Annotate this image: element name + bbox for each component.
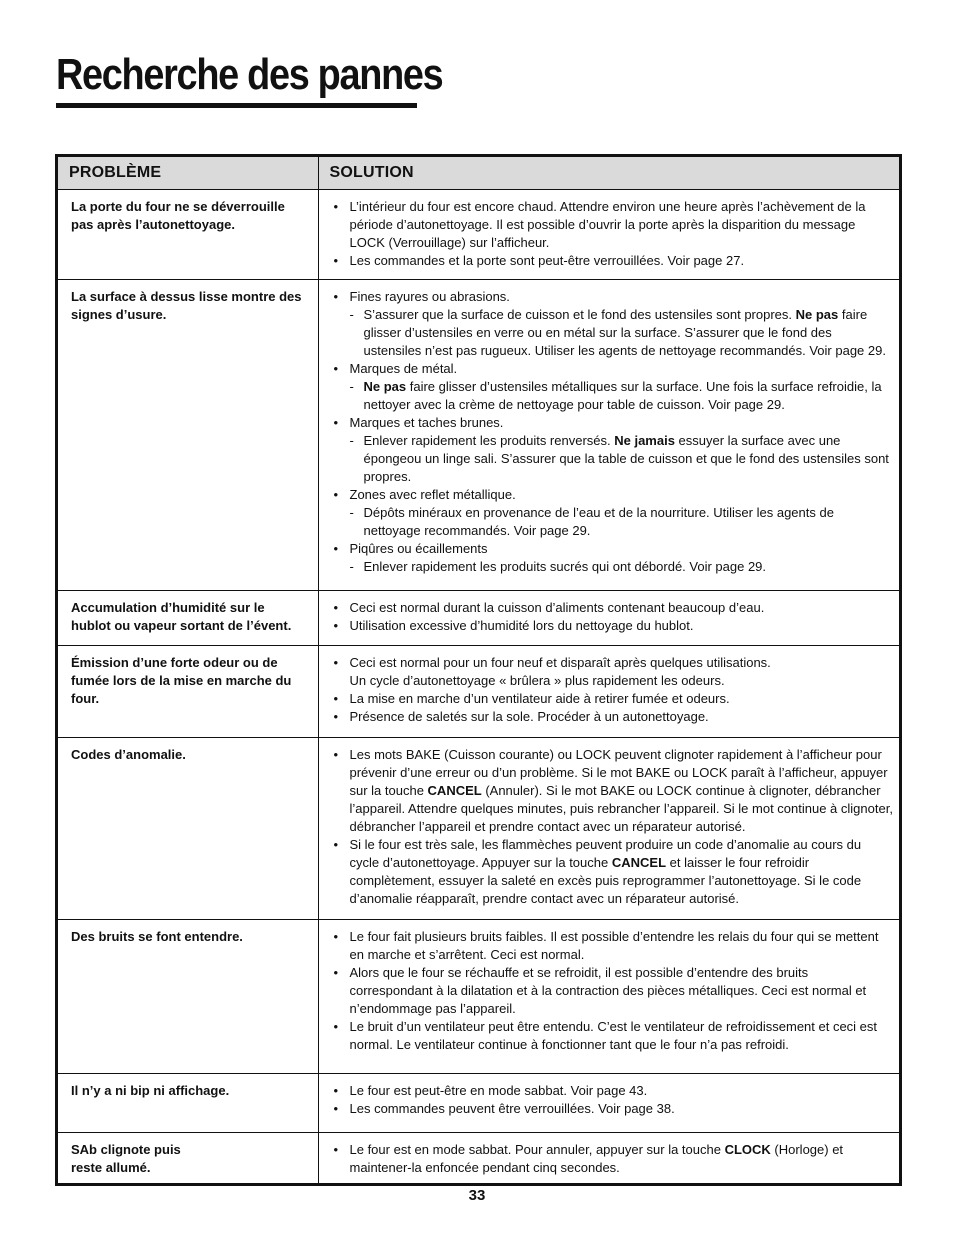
solution-text: Enlever rapidement les produits renversés. bbox=[363, 433, 615, 448]
solution-text: Le four est en mode sabbat. Pour annuler, appuyer sur la touche bbox=[349, 1142, 725, 1157]
solution-bullet bbox=[333, 964, 894, 1018]
solution-text: faire glisser d’ustensiles en verre ou en métal sur la surface. S’assurer que le fond des ustensiles n’est pas rugueux. Utiliser les agents de nettoyage recommandés. Voir page 29. bbox=[363, 307, 886, 358]
solution-text: Fines rayures ou abrasions. bbox=[349, 289, 510, 304]
table-row bbox=[58, 591, 899, 646]
solution-cell bbox=[318, 920, 899, 1074]
solution-text: essuyer la surface avec une épongeou un linge sali. S’assurer que la table de cuisson et que le fond des ustensiles sont propres. bbox=[363, 433, 889, 484]
table-row bbox=[58, 646, 899, 738]
solution-bullet bbox=[333, 1082, 894, 1100]
problem-cell bbox=[58, 738, 318, 920]
emphasis-text: Ne pas bbox=[795, 307, 839, 322]
solution-bullet bbox=[333, 746, 894, 836]
problem-cell bbox=[58, 280, 318, 591]
solution-bullet bbox=[333, 288, 894, 306]
solution-cell bbox=[318, 591, 899, 646]
solution-bullet bbox=[333, 360, 894, 378]
problem-cell bbox=[58, 920, 318, 1074]
solution-text: Ceci est normal durant la cuisson d’aliments contenant beaucoup d’eau. bbox=[349, 600, 765, 615]
problem-cell bbox=[58, 1074, 318, 1133]
troubleshooting-table-grid bbox=[58, 157, 899, 1183]
solution-bullet bbox=[333, 486, 894, 504]
title-underline bbox=[56, 103, 417, 108]
solution-bullet bbox=[333, 617, 894, 635]
solution-bullet bbox=[333, 708, 894, 726]
solution-bullet bbox=[333, 198, 894, 252]
problem-cell bbox=[58, 591, 318, 646]
solution-text: Marques de métal. bbox=[349, 361, 458, 376]
table-row bbox=[58, 738, 899, 920]
solution-bullet bbox=[333, 1018, 894, 1054]
solution-text: Les commandes et la porte sont peut-être verrouillées. Voir page 27. bbox=[349, 253, 745, 268]
solution-cell bbox=[318, 190, 899, 280]
solution-cell bbox=[318, 280, 899, 591]
solution-text: (Horloge) et maintener-la enfoncée pendant cinq secondes. bbox=[349, 1142, 844, 1175]
table-row bbox=[58, 920, 899, 1074]
problem-text: Des bruits se font entendre. bbox=[71, 929, 243, 944]
solution-cell bbox=[318, 646, 899, 738]
solution-text: (Annuler). Si le mot BAKE ou LOCK continue à clignoter, débrancher l’appareil. Attendre quelques minutes, puis rebrancher l’appareil. Si le mot continue à clignoter, débrancher l’appareil et prendre contact avec un réparateur autorisé. bbox=[349, 783, 893, 834]
emphasis-text: CANCEL bbox=[427, 783, 482, 798]
emphasis-text: Ne jamais bbox=[614, 433, 675, 448]
problem-text: Il n’y a ni bip ni affichage. bbox=[71, 1083, 230, 1098]
table-row bbox=[58, 280, 899, 591]
solution-continuation bbox=[333, 672, 894, 690]
solution-bullet bbox=[333, 252, 894, 270]
solution-bullet bbox=[333, 1100, 894, 1118]
solution-bullet bbox=[333, 654, 894, 672]
solution-text: Piqûres ou écaillements bbox=[349, 541, 488, 556]
solution-text: Les mots BAKE (Cuisson courante) ou LOCK peuvent clignoter rapidement à l’afficheur pour prévenir d’une erreur ou d’un problème. Si le mot BAKE ou LOCK paraît à l’afficheur, appuyer sur la touche bbox=[349, 747, 888, 798]
problem-cell bbox=[58, 1133, 318, 1183]
problem-text: La porte du four ne se déverrouille pas après l’autonettoyage. bbox=[71, 199, 285, 232]
solution-text: S’assurer que la surface de cuisson et le fond des ustensiles sont propres. bbox=[363, 307, 796, 322]
table-body bbox=[58, 190, 899, 1183]
solution-subitem bbox=[333, 306, 894, 360]
solution-text: et laisser le four refroidir complètement, essuyer la saleté en excès puis reprogrammer l’autonettoyage. Si le code d’anomalie réapparaît, prendre contact avec un réparateur autorisé. bbox=[349, 855, 862, 906]
problem-text: La surface à dessus lisse montre des signes d’usure. bbox=[71, 289, 302, 322]
table-header-row bbox=[58, 157, 899, 190]
solution-text: Présence de saletés sur la sole. Procéder à un autonettoyage. bbox=[349, 709, 709, 724]
solution-subitem bbox=[333, 558, 894, 576]
solution-text: Ceci est normal pour un four neuf et disparaît après quelques utilisations. bbox=[349, 655, 771, 670]
emphasis-text: Ne pas bbox=[363, 379, 407, 394]
solution-text: Zones avec reflet métallique. bbox=[349, 487, 516, 502]
problem-cell bbox=[58, 646, 318, 738]
problem-text: Émission d’une forte odeur ou de fumée lors de la mise en marche du four. bbox=[71, 655, 292, 706]
solution-text: La mise en marche d’un ventilateur aide à retirer fumée et odeurs. bbox=[349, 691, 730, 706]
solution-text: Alors que le four se réchauffe et se refroidit, il est possible d’entendre des bruits correspondant à la dilatation et à la contraction des pièces métalliques. Ceci est normal et n’endommage pas l’appareil. bbox=[349, 965, 867, 1016]
problem-cell bbox=[58, 190, 318, 280]
page-number: 33 bbox=[468, 1187, 486, 1204]
solution-text: Dépôts minéraux en provenance de l’eau et de la nourriture. Utiliser les agents de nettoyage recommandés. Voir page 29. bbox=[363, 505, 834, 538]
solution-cell bbox=[318, 738, 899, 920]
solution-text: Marques et taches brunes. bbox=[349, 415, 504, 430]
solution-text: faire glisser d’ustensiles métalliques sur la surface. Une fois la surface refroidie, la nettoyer avec la crème de nettoyage pour table de cuisson. Voir page 29. bbox=[363, 379, 882, 412]
solution-bullet bbox=[333, 928, 894, 964]
problem-text: Codes d’anomalie. bbox=[71, 747, 186, 762]
header-solution: SOLUTION bbox=[318, 157, 899, 190]
solution-subitem bbox=[333, 432, 894, 486]
solution-cell bbox=[318, 1133, 899, 1183]
solution-text: Le four est peut-être en mode sabbat. Voir page 43. bbox=[349, 1083, 648, 1098]
solution-cell bbox=[318, 1074, 899, 1133]
header-problem: PROBLÈME bbox=[58, 157, 318, 190]
solution-subitem bbox=[333, 378, 894, 414]
table-row bbox=[58, 1074, 899, 1133]
solution-bullet bbox=[333, 540, 894, 558]
troubleshooting-table bbox=[55, 154, 902, 1186]
solution-bullet bbox=[333, 599, 894, 617]
page-title: Recherche des pannes bbox=[56, 50, 443, 99]
table-row bbox=[58, 1133, 899, 1183]
solution-text: Un cycle d’autonettoyage « brûlera » plus rapidement les odeurs. bbox=[349, 673, 725, 688]
emphasis-text: CANCEL bbox=[611, 855, 667, 870]
table-row bbox=[58, 190, 899, 280]
solution-text: Le bruit d’un ventilateur peut être entendu. C’est le ventilateur de refroidissement et ceci est normal. Le ventilateur continue à fonctionner tant que le four n’a pas refroidi. bbox=[349, 1019, 878, 1052]
problem-text: SAb clignote puis reste allumé. bbox=[71, 1142, 181, 1175]
solution-text: L’intérieur du four est encore chaud. Attendre environ une heure après l’achèvement de la période d’autonettoyage. Il est possible d’ouvrir la porte après la disparition du message LOCK (Verrouillage) sur l’afficheur. bbox=[349, 199, 866, 250]
solution-text: Utilisation excessive d’humidité lors du nettoyage du hublot. bbox=[349, 618, 694, 633]
solution-subitem bbox=[333, 504, 894, 540]
solution-text: Enlever rapidement les produits sucrés qui ont débordé. Voir page 29. bbox=[363, 559, 767, 574]
solution-bullet bbox=[333, 1141, 894, 1177]
emphasis-text: CLOCK bbox=[724, 1142, 771, 1157]
problem-text: Accumulation d’humidité sur le hublot ou vapeur sortant de l’évent. bbox=[71, 600, 292, 633]
solution-text: Le four fait plusieurs bruits faibles. Il est possible d’entendre les relais du four qui se mettent en marche et s’arrêtent. Ceci est normal. bbox=[349, 929, 879, 962]
solution-text: Les commandes peuvent être verrouillées. Voir page 38. bbox=[349, 1101, 675, 1116]
solution-bullet bbox=[333, 690, 894, 708]
solution-bullet bbox=[333, 836, 894, 908]
solution-bullet bbox=[333, 414, 894, 432]
solution-text: Si le four est très sale, les flammèches peuvent produire un code d’anomalie au cours du cycle d’autonettoyage. Appuyer sur la touche bbox=[349, 837, 862, 870]
